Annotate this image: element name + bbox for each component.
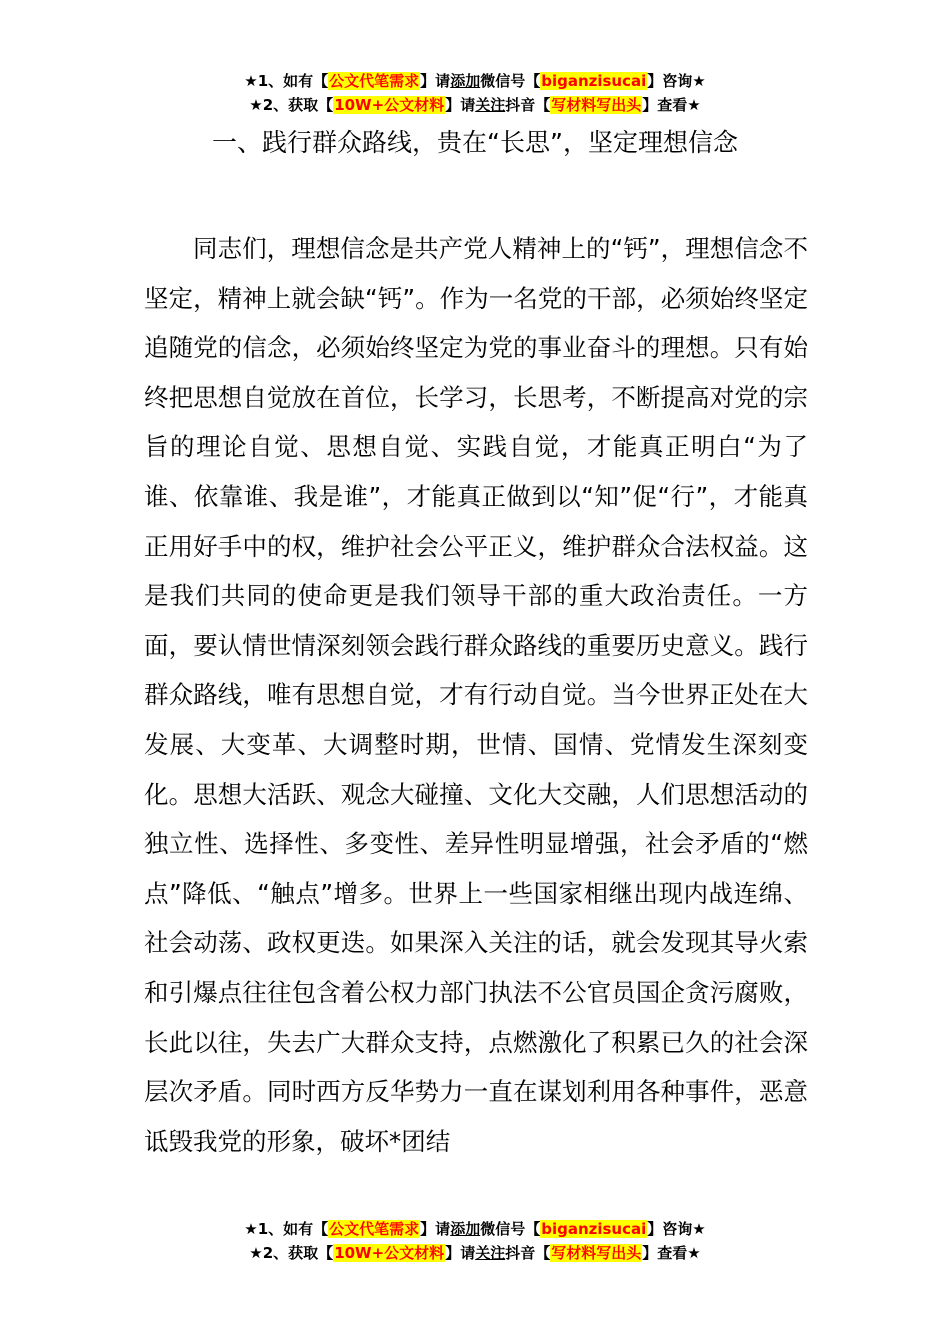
banner-line-1: ★1、如有【公文代笔需求】请添加微信号【biganzisucai】咨询★ (244, 1220, 706, 1238)
highlight-ghostwriting: 公文代笔需求 (329, 72, 420, 90)
banner-line-1: ★1、如有【公文代笔需求】请添加微信号【biganzisucai】咨询★ (244, 72, 706, 90)
banner-line-2: ★2、获取【10W+公文材料】请关注抖音【写材料写出头】查看★ (249, 1244, 701, 1262)
highlight-douyin-account: 写材料写出头 (551, 1244, 642, 1262)
highlight-materials: 10W+公文材料 (334, 96, 445, 114)
banner-line-2: ★2、获取【10W+公文材料】请关注抖音【写材料写出头】查看★ (249, 96, 701, 114)
footer-banner (0, 1218, 950, 1266)
highlight-materials: 10W+公文材料 (334, 1244, 445, 1262)
highlight-wechat-id: biganzisucai (541, 72, 647, 90)
section-heading: 一、践行群众路线，贵在“长思”，坚定理想信念 (212, 128, 738, 157)
header-banner (0, 70, 950, 118)
highlight-wechat-id: biganzisucai (541, 1220, 647, 1238)
highlight-douyin-account: 写材料写出头 (551, 96, 642, 114)
highlight-ghostwriting: 公文代笔需求 (329, 1220, 420, 1238)
body-paragraph: 同志们，理想信念是共产党人精神上的“钙”，理想信念不坚定，精神上就会缺“钙”。作为一名党的干部，必须始终坚定追随党的信念，必须始终坚定为党的事业奋斗的理想。只有始终把思想自觉放在首位，长学习，长思考，不断提高对党的宗旨的理论自觉、思想自觉、实践自觉，才能真正明白“为了谁、依靠谁、我是谁”，才能真正做到以“知”促“行”，才能真正用好手中的权，维护社会公平正义，维护群众合法权益。这是我们共同的使命更是我们领导干部的重大政治责任。一方面，要认情世情深刻领会践行群众路线的重要历史意义。践行群众路线，唯有思想自觉，才有行动自觉。当今世界正处在大发展、大变革、大调整时期，世情、国情、党情发生深刻变化。思想大活跃、观念大碰撞、文化大交融，人们思想活动的独立性、选择性、多变性、差异性明显增强，社会矛盾的“燃点”降低、“触点”增多。世界上一些国家相继出现内战连绵、社会动荡、政权更迭。如果深入关注的话，就会发现其导火索和引爆点往往包含着公权力部门执法不公官员国企贪污腐败，长此以往，失去广大群众支持，点燃激化了积累已久的社会深层次矛盾。同时西方反华势力一直在谋划利用各种事件，恶意诋毁我党的形象，破坏*团结 (144, 234, 808, 1156)
